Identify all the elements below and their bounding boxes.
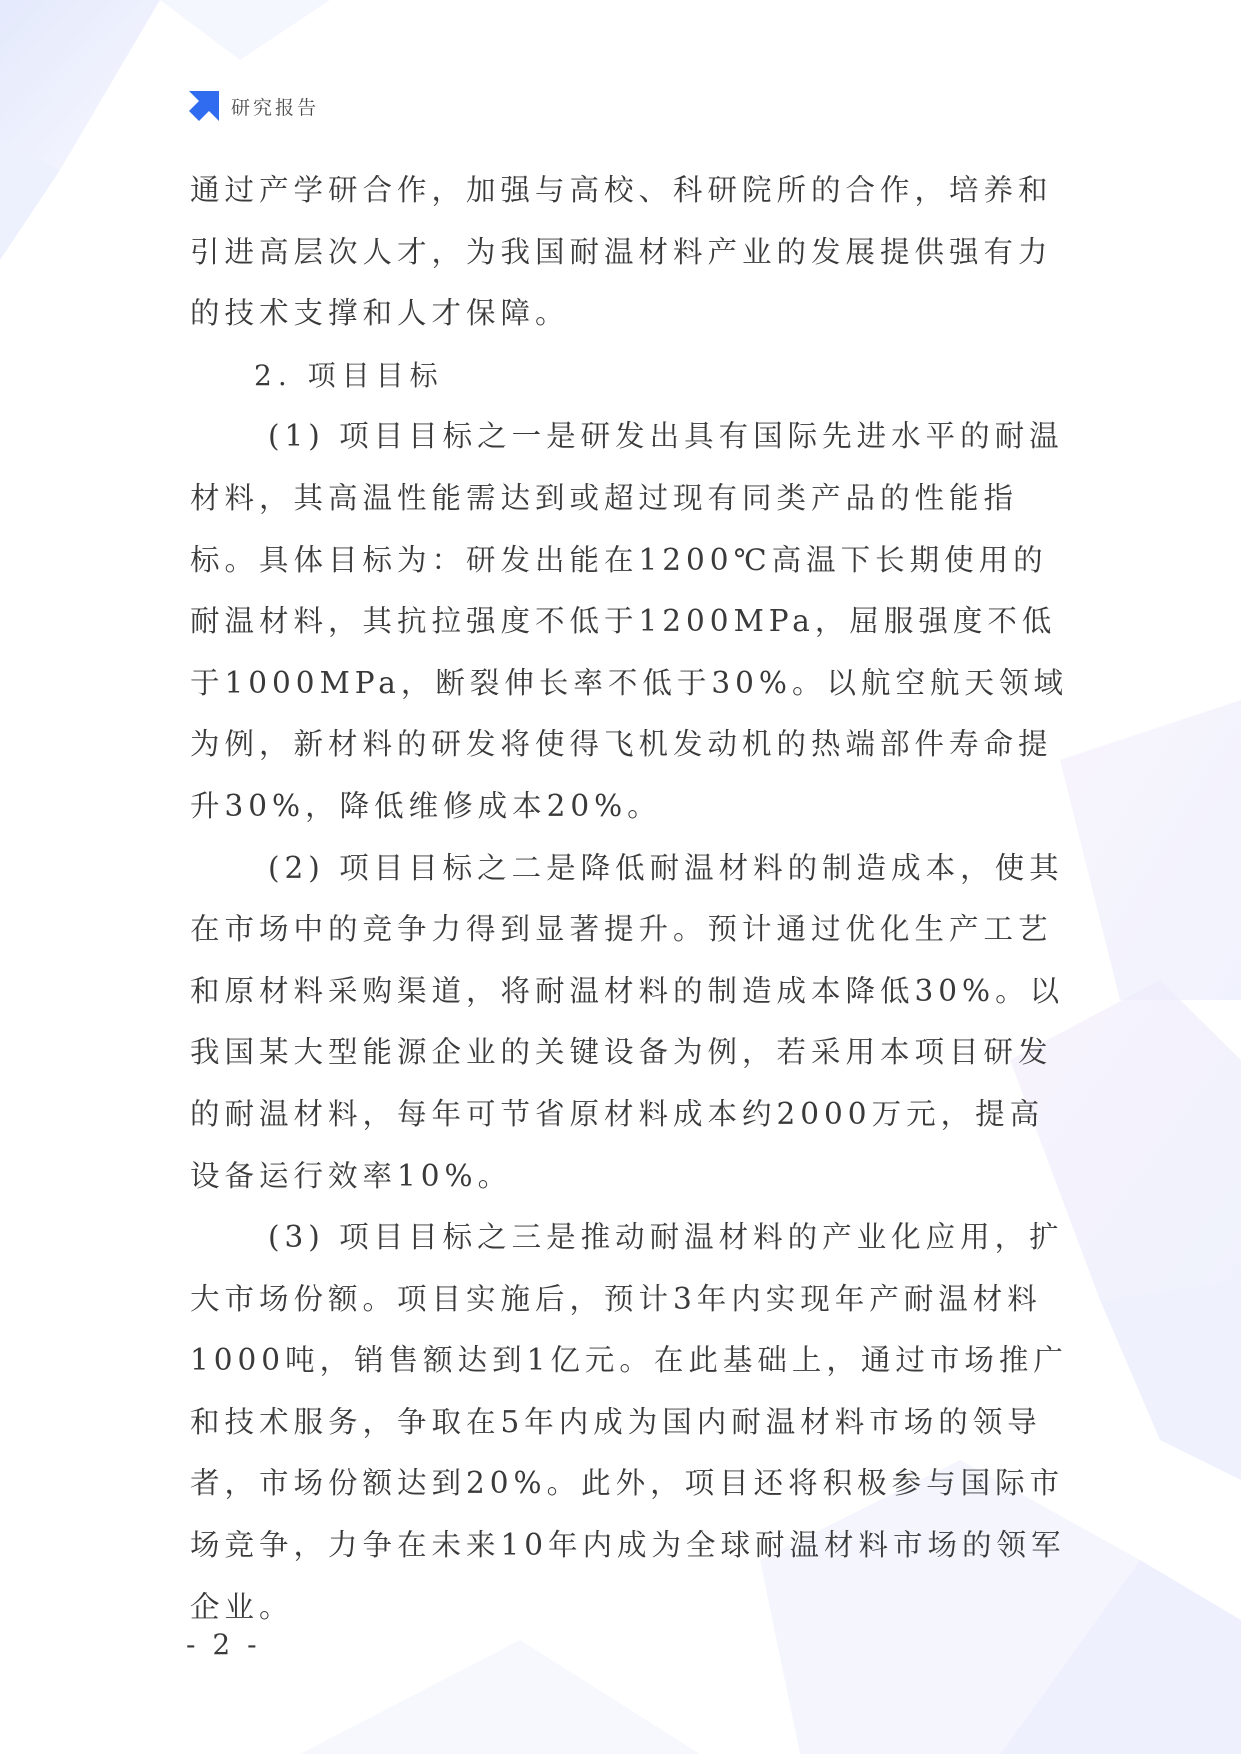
document-body [190, 160, 1070, 1638]
arrow-up-right-icon [187, 89, 221, 123]
goal-paragraph-2: (2) 项目目标之二是降低耐温材料的制造成本，使其在市场中的竞争力得到显著提升。预计通过优化生产工艺和原材料采购渠道，将耐温材料的制造成本降低30%。以我国某大型能源企业的关键设备为例，若采用本项目研发的耐温材料，每年可节省原材料成本约2000万元，提高设备运行效率10%。 [190, 850, 1065, 1193]
section-heading: 2. 项目目标 [254, 358, 444, 392]
goal-paragraph-3: (3) 项目目标之三是推动耐温材料的产业化应用，扩大市场份额。项目实施后，预计3年内实现年产耐温材料1000吨，销售额达到1亿元。在此基础上，通过市场推广和技术服务，争取在5年内成为国内耐温材料市场的领导者，市场份额达到20%。此外，项目还将积极参与国际市场竞争，力争在未来10年内成为全球耐温材料市场的领军企业。 [190, 1220, 1068, 1624]
page-number: - 2 - [186, 1628, 261, 1661]
goal-paragraph-1: (1) 项目目标之一是研发出具有国际先进水平的耐温材料，其高温性能需达到或超过现有同类产品的性能指标。具体目标为：研发出能在1200℃高温下长期使用的耐温材料，其抗拉强度不低于1200MPa，屈服强度不低于1000MPa，断裂伸长率不低于30%。以航空航天领域为例，新材料的研发将使得飞机发动机的热端部件寿命提升30%，降低维修成本20%。 [190, 419, 1068, 823]
report-header [187, 88, 319, 124]
intro-paragraph: 通过产学研合作，加强与高校、科研院所的合作，培养和引进高层次人才，为我国耐温材料产业的发展提供强有力的技术支撑和人才保障。 [190, 173, 1053, 331]
header-title: 研究报告 [231, 96, 320, 119]
